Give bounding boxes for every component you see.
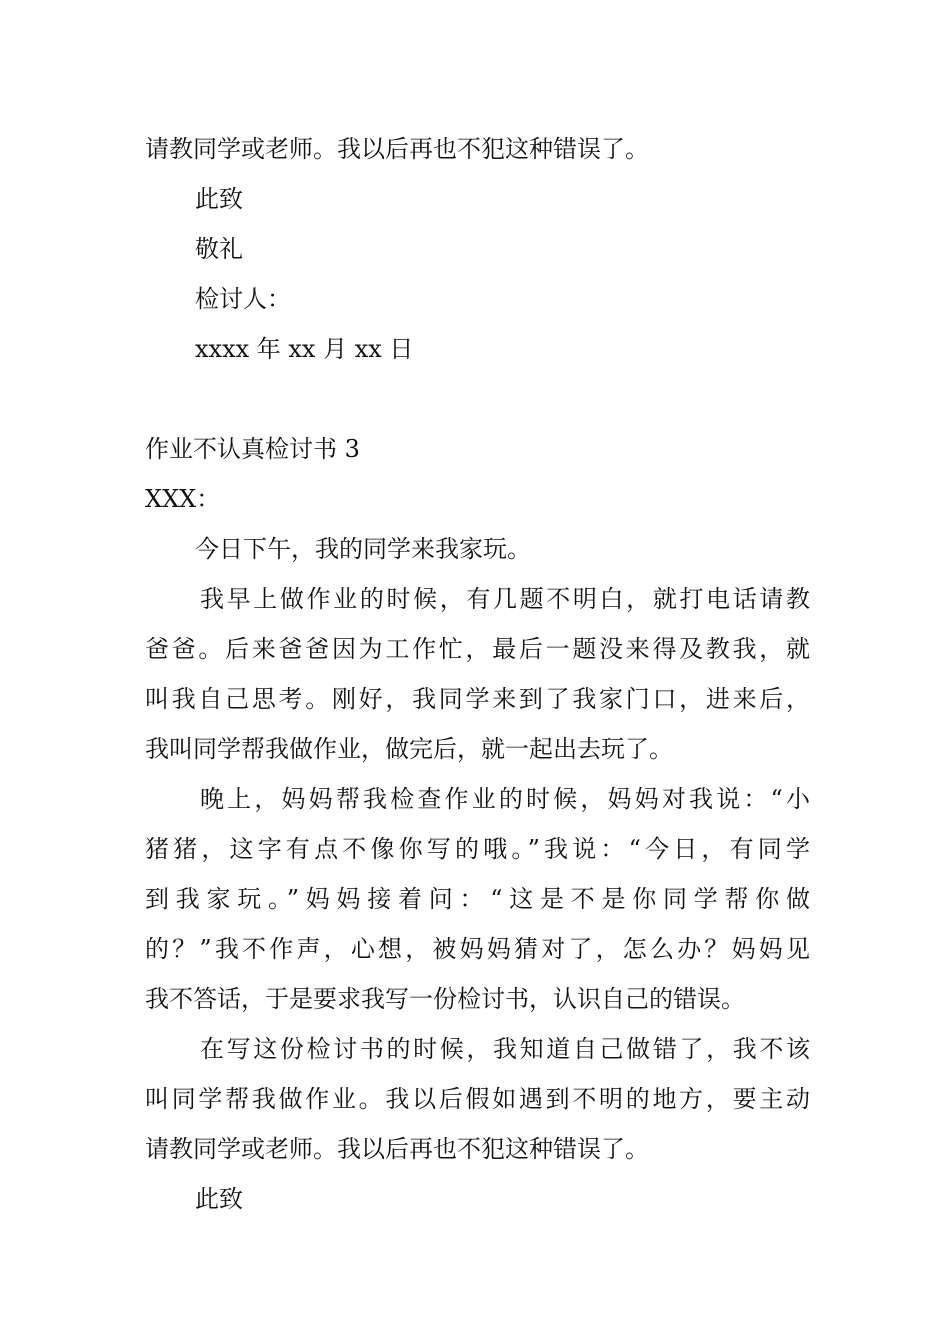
paragraph-line: 猪猪，这字有点不像你写的哦。”我说：“今日，有同学 <box>145 835 810 863</box>
closing-jingli: 敬礼 <box>195 235 243 263</box>
section-title: 作业不认真检讨书 3 <box>145 435 360 463</box>
paragraph-line: 到我家玩。”妈妈接着问：“这是不是你同学帮你做 <box>145 885 810 913</box>
paragraph-line: 我早上做作业的时候，有几题不明白，就打电话请教 <box>200 585 810 613</box>
paragraph-line: 叫我自己思考。刚好，我同学来到了我家门口，进来后， <box>145 685 810 713</box>
date-line: xxxx 年 xx 月 xx 日 <box>195 335 414 363</box>
closing-cizhi: 此致 <box>195 1185 243 1213</box>
salutation: XXX： <box>145 485 221 513</box>
paragraph-line: 爸爸。后来爸爸因为工作忙，最后一题没来得及教我，就 <box>145 635 810 663</box>
paragraph-line: 的？”我不作声，心想，被妈妈猜对了，怎么办？妈妈见 <box>145 935 810 963</box>
signer-label: 检讨人： <box>195 285 291 313</box>
paragraph-line: 今日下午，我的同学来我家玩。 <box>195 535 531 563</box>
paragraph-line: 晚上，妈妈帮我检查作业的时候，妈妈对我说：“小 <box>200 785 810 813</box>
paragraph-line: 请教同学或老师。我以后再也不犯这种错误了。 <box>145 135 649 163</box>
paragraph-line: 我不答话，于是要求我写一份检讨书，认识自己的错误。 <box>145 985 745 1013</box>
closing-cizhi: 此致 <box>195 185 243 213</box>
paragraph-line: 叫同学帮我做作业。我以后假如遇到不明的地方，要主动 <box>145 1085 810 1113</box>
paragraph-line: 请教同学或老师。我以后再也不犯这种错误了。 <box>145 1135 649 1163</box>
paragraph-line: 在写这份检讨书的时候，我知道自己做错了，我不该 <box>200 1035 810 1063</box>
paragraph-line: 我叫同学帮我做作业，做完后，就一起出去玩了。 <box>145 735 673 763</box>
